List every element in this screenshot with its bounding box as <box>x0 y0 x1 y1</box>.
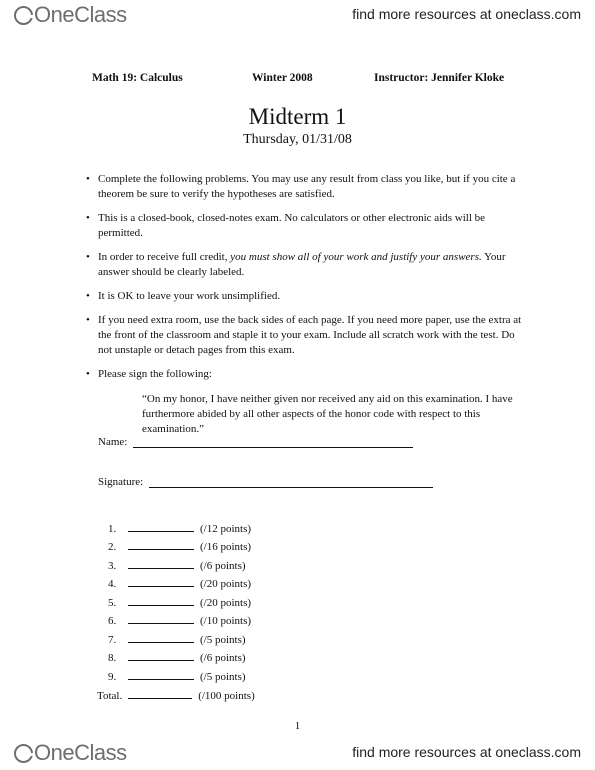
resources-link[interactable]: find more resources at oneclass.com <box>352 6 581 22</box>
credit-text-emphasis: you must show all of your work and justify your answers. <box>230 251 482 263</box>
instruction-item <box>86 289 526 304</box>
total-blank[interactable] <box>128 697 192 699</box>
signature-label: Signature: <box>98 476 144 488</box>
score-blank[interactable] <box>128 530 194 532</box>
bullet-icon: • <box>86 212 90 224</box>
problem-number: 6. <box>108 615 117 627</box>
resources-link[interactable]: find more resources at oneclass.com <box>352 744 581 760</box>
score-blank[interactable] <box>128 622 194 624</box>
logo-text: OneClass <box>34 740 127 765</box>
problem-number: 4. <box>108 578 117 590</box>
page-number: 1 <box>294 720 301 732</box>
problem-points: (/5 points) <box>200 670 246 683</box>
score-row <box>108 609 251 628</box>
logo-ring-icon <box>14 744 33 763</box>
bullet-icon: • <box>86 173 90 185</box>
score-row <box>108 646 251 665</box>
score-row <box>108 627 251 646</box>
problem-points: (/6 points) <box>200 559 246 572</box>
exam-title: Midterm 1 <box>248 104 347 129</box>
instruction-item <box>86 313 526 358</box>
total-label: Total. <box>97 690 123 702</box>
problem-points: (/6 points) <box>200 652 246 664</box>
score-blank[interactable] <box>128 548 194 550</box>
instructions-list <box>86 172 526 446</box>
bottom-banner <box>0 738 595 768</box>
score-blank[interactable] <box>128 659 194 661</box>
instruction-item <box>86 172 526 202</box>
problem-points: (/20 points) <box>200 596 252 609</box>
instruction-text: This is a closed-book, closed-notes exam. No calculators or other electronic aids will be permitted. <box>98 212 486 239</box>
total-points: (/100 points) <box>198 690 255 702</box>
instruction-text: If you need extra room, use the back sides of each page. If you need more paper, use the extra at the front of the classroom and staple it to your exam. Include all scratch work with the test. Do not unstaple or detach pages from this exam. <box>98 314 522 356</box>
problem-number: 7. <box>108 633 117 646</box>
score-row <box>108 535 251 554</box>
bullet-icon: • <box>86 314 90 326</box>
instruction-text: Please sign the following: <box>98 368 212 380</box>
credit-text-prefix: In order to receive full credit, <box>98 251 231 263</box>
problem-number: 1. <box>108 522 117 535</box>
instruction-item <box>86 367 526 437</box>
score-row <box>108 516 251 535</box>
problem-points: (/5 points) <box>200 633 246 646</box>
score-row <box>108 664 251 683</box>
instruction-text: It is OK to leave your work unsimplified. <box>98 290 281 302</box>
problem-number: 8. <box>108 652 117 664</box>
instruction-item <box>86 250 526 280</box>
score-table <box>108 516 251 683</box>
instruction-item <box>86 211 526 241</box>
score-blank[interactable] <box>128 641 194 643</box>
signature-field[interactable] <box>149 476 433 488</box>
course-name: Math 19: Calculus <box>92 72 183 84</box>
signature-field-row <box>98 476 433 488</box>
term: Winter 2008 <box>252 72 313 84</box>
problem-points: (/12 points) <box>200 522 252 535</box>
problem-number: 5. <box>108 596 117 609</box>
oneclass-logo[interactable] <box>14 740 127 766</box>
problem-points: (/20 points) <box>200 578 252 590</box>
problem-points: (/16 points) <box>200 541 252 553</box>
problem-number: 2. <box>108 541 117 553</box>
name-field[interactable] <box>133 436 413 448</box>
oneclass-logo[interactable] <box>14 2 127 28</box>
logo-text: OneClass <box>34 2 127 27</box>
bullet-icon: • <box>86 251 90 263</box>
instructor: Instructor: Jennifer Kloke <box>374 72 505 84</box>
bullet-icon: • <box>86 290 90 302</box>
bullet-icon: • <box>86 368 90 380</box>
top-banner <box>0 0 595 30</box>
exam-date: Thursday, 01/31/08 <box>243 132 352 147</box>
name-field-row <box>98 436 413 448</box>
logo-ring-icon <box>14 6 33 25</box>
problem-points: (/10 points) <box>200 615 252 627</box>
score-blank[interactable] <box>128 678 194 680</box>
score-blank[interactable] <box>128 604 194 606</box>
instruction-text: Complete the following problems. You may use any result from class you like, but if you cite a theorem be sure to verify the hypotheses are satisfied. <box>98 173 516 200</box>
problem-number: 9. <box>108 670 117 683</box>
score-blank[interactable] <box>128 567 194 569</box>
total-row <box>97 690 255 702</box>
problem-number: 3. <box>108 559 117 572</box>
name-label: Name: <box>98 436 128 448</box>
credit-text-suffix: Your answer should be clearly labeled. <box>98 251 506 278</box>
score-row <box>108 590 251 609</box>
score-row <box>108 572 251 591</box>
honor-code-quote: “On my honor, I have neither given nor received any aid on this examination. I have furthermore abided by all other aspects of the honor code with respect to this examination.” <box>142 393 513 435</box>
score-blank[interactable] <box>128 585 194 587</box>
score-row <box>108 553 251 572</box>
